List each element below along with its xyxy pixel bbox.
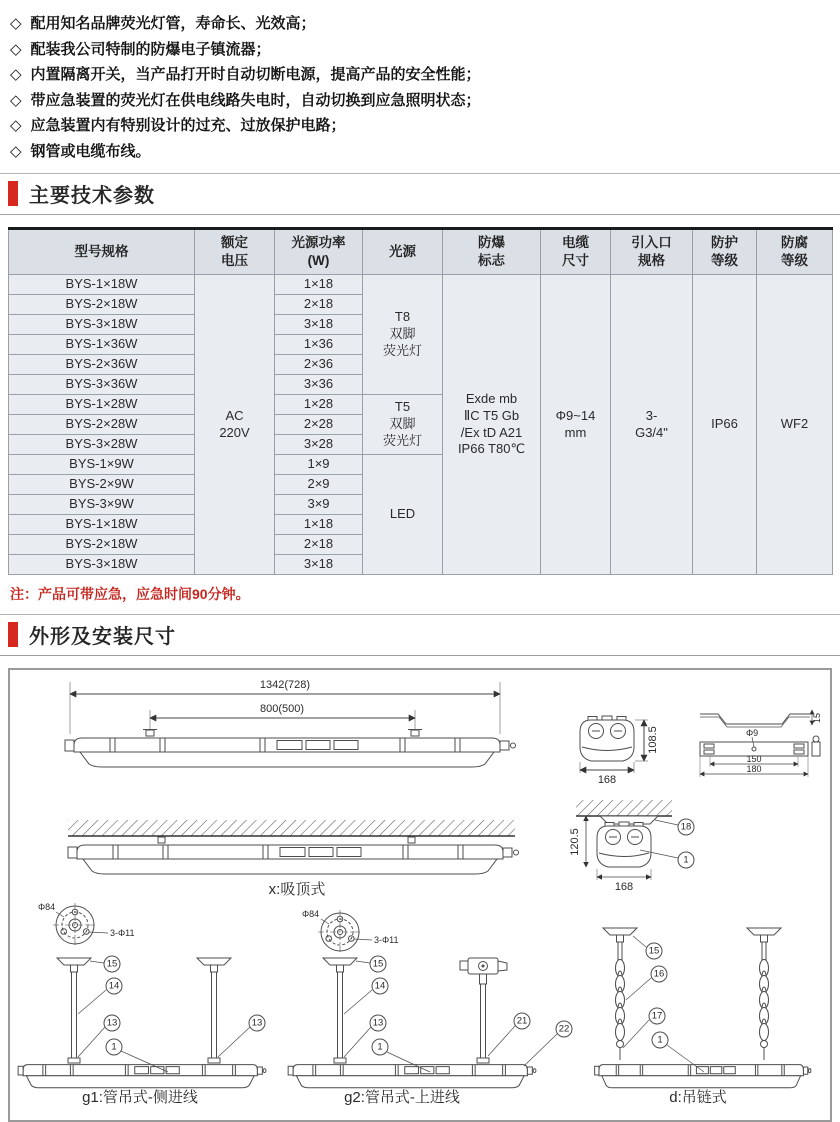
- callout-number: 1: [377, 1041, 383, 1053]
- callout-number: 18: [680, 821, 692, 833]
- power-cell: 3×28: [275, 435, 363, 455]
- drawing-ceiling-mount: [68, 820, 519, 898]
- flange-detail: [318, 910, 362, 954]
- feature-text: 配用知名品牌荧光灯管，寿命长、光效高；: [30, 15, 316, 32]
- power-cell: 1×28: [275, 395, 363, 415]
- feature-text: 应急装置内有特别设计的过充、过放保护电路；: [30, 117, 346, 134]
- feature-item: [10, 113, 830, 139]
- dim-bracket-hole: Φ9: [746, 728, 759, 738]
- header-inlet: 引入口 规格: [611, 229, 693, 275]
- source-cell-t5: T5 双脚 荧光灯: [363, 395, 443, 455]
- dim-overall-length: 1342(728): [259, 679, 311, 691]
- caption-ceiling-type: x:吸顶式: [268, 881, 326, 898]
- section-header-tech-params: [0, 173, 840, 215]
- ex-mark-cell: Exde mb ⅡC T5 Gb /Ex tD A21 IP66 T80℃: [443, 275, 541, 575]
- feature-item: [10, 62, 830, 88]
- dim-flange-dia: Φ84: [38, 902, 56, 912]
- ceiling-canopy: [323, 958, 357, 972]
- lamp-end-view: [580, 716, 634, 761]
- callout-number: 16: [653, 968, 665, 980]
- model-cell: BYS-1×28W: [9, 395, 195, 415]
- dim-bracket-inner: 150: [746, 754, 762, 764]
- pendant-pipe: [481, 984, 486, 1058]
- callout-number: 13: [106, 1017, 118, 1029]
- inlet-cell: 3- G3/4": [611, 275, 693, 575]
- power-cell: 1×9: [275, 455, 363, 475]
- header-power: 光源功率 (W): [275, 229, 363, 275]
- suspension-chain: [616, 942, 625, 1060]
- model-cell: BYS-1×18W: [9, 275, 195, 295]
- ceiling-canopy: [603, 928, 637, 942]
- suspension-chain: [760, 942, 769, 1060]
- drawing-g2-pipe-pendant-top: [288, 909, 572, 1106]
- model-cell: BYS-2×28W: [9, 415, 195, 435]
- drawing-ceiling-end-view: [569, 800, 694, 893]
- lamp-body: [18, 1065, 266, 1088]
- header-corrosion: 防腐 等级: [757, 229, 833, 275]
- model-cell: BYS-1×9W: [9, 455, 195, 475]
- header-voltage: 额定 电压: [195, 229, 275, 275]
- power-cell: 3×18: [275, 315, 363, 335]
- model-cell: BYS-2×36W: [9, 355, 195, 375]
- ceiling-canopy: [197, 958, 231, 972]
- callout-number: 14: [374, 980, 386, 992]
- model-cell: BYS-1×18W: [9, 515, 195, 535]
- diamond-bullet-icon: ◇: [10, 15, 22, 32]
- feature-list: [0, 0, 840, 166]
- spec-table: [8, 227, 833, 575]
- drawing-g1-pipe-pendant-side: [18, 902, 266, 1106]
- red-accent-bar: [8, 622, 18, 647]
- lamp-body: [68, 845, 519, 874]
- lamp-body: [288, 1065, 536, 1088]
- power-cell: 3×9: [275, 495, 363, 515]
- power-cell: 2×28: [275, 415, 363, 435]
- pendant-pipe: [72, 972, 77, 1058]
- ceiling-hatch: [576, 800, 672, 816]
- callout-number: 13: [251, 1017, 263, 1029]
- source-cell-led: LED: [363, 455, 443, 575]
- lamp-body: [65, 738, 516, 767]
- ceiling-canopy: [747, 928, 781, 942]
- callout-number: 1: [683, 854, 689, 866]
- caption-g1: g1:管吊式-侧进线: [82, 1089, 198, 1106]
- table-header-row: [9, 229, 833, 275]
- dim-flange-dia: Φ84: [302, 909, 320, 919]
- corrosion-cell: WF2: [757, 275, 833, 575]
- protection-cell: IP66: [693, 275, 757, 575]
- model-cell: BYS-1×36W: [9, 335, 195, 355]
- callout-number: 1: [111, 1041, 117, 1053]
- flange-detail: [53, 903, 97, 947]
- ceiling-canopy: [57, 958, 91, 972]
- power-cell: 1×18: [275, 515, 363, 535]
- callout-number: 17: [651, 1010, 663, 1022]
- section-title: 主要技术参数: [29, 185, 155, 207]
- lamp-body: [595, 1065, 811, 1088]
- model-cell: BYS-2×18W: [9, 535, 195, 555]
- header-ex-mark: 防爆 标志: [443, 229, 541, 275]
- dim-end-width: 168: [597, 774, 617, 786]
- drawing-d-chain-suspension: [595, 928, 811, 1106]
- pendant-pipe: [212, 972, 217, 1058]
- callout-number: 15: [648, 945, 660, 957]
- drawing-bracket-detail: [700, 710, 822, 777]
- model-cell: BYS-3×18W: [9, 555, 195, 575]
- section-header-dimensions: [0, 614, 840, 656]
- section-title: 外形及安装尺寸: [29, 626, 176, 648]
- model-cell: BYS-3×9W: [9, 495, 195, 515]
- diamond-bullet-icon: ◇: [10, 91, 22, 109]
- caption-g2: g2:管吊式-上进线: [344, 1089, 460, 1106]
- dim-flange-holes: 3-Φ11: [110, 928, 135, 938]
- feature-item: [10, 11, 830, 37]
- feature-text: 内置隔离开关，当产品打开时自动切断电源，提高产品的安全性能；: [30, 66, 481, 83]
- power-cell: 2×18: [275, 295, 363, 315]
- caption-d: d:吊链式: [669, 1089, 727, 1106]
- cable-cell: Φ9~14 mm: [541, 275, 611, 575]
- model-cell: BYS-2×18W: [9, 295, 195, 315]
- ceiling-hatch: [68, 820, 515, 836]
- dim-mount-distance: 800(500): [259, 703, 305, 715]
- model-cell: BYS-3×28W: [9, 435, 195, 455]
- callout-number: 13: [372, 1017, 384, 1029]
- header-protection: 防护 等级: [693, 229, 757, 275]
- dim-bracket-outer: 180: [746, 764, 762, 774]
- feature-text: 带应急装置的荧光灯在供电线路失电时，自动切换到应急照明状态；: [30, 91, 481, 109]
- diamond-bullet-icon: ◇: [10, 142, 22, 160]
- drawing-end-view: [580, 716, 659, 786]
- feature-text: 钢管或电缆布线。: [30, 142, 151, 160]
- junction-box: [460, 958, 507, 984]
- diamond-bullet-icon: ◇: [10, 66, 22, 83]
- dim-ceiling-width: 168: [614, 881, 634, 893]
- power-cell: 2×9: [275, 475, 363, 495]
- red-accent-bar: [8, 181, 18, 206]
- dimension-drawings-panel: [8, 668, 832, 1122]
- dim-flange-holes: 3-Φ11: [374, 935, 399, 945]
- feature-item: [10, 37, 830, 63]
- callout-number: 1: [657, 1034, 663, 1046]
- header-model: 型号规格: [9, 229, 195, 275]
- power-cell: 1×36: [275, 335, 363, 355]
- callout-number: 14: [108, 980, 120, 992]
- callout-number: 22: [558, 1023, 570, 1035]
- model-cell: BYS-3×18W: [9, 315, 195, 335]
- power-cell: 3×36: [275, 375, 363, 395]
- feature-text: 配装我公司特制的防爆电子镇流器；: [30, 40, 271, 58]
- dim-end-height: 108.5: [647, 726, 659, 754]
- diamond-bullet-icon: ◇: [10, 117, 22, 134]
- callout-number: 15: [372, 958, 384, 970]
- power-cell: 1×18: [275, 275, 363, 295]
- dim-ceiling-height: 120.5: [569, 828, 581, 856]
- header-cable: 电缆 尺寸: [541, 229, 611, 275]
- callout-number: 15: [106, 958, 118, 970]
- model-cell: BYS-3×36W: [9, 375, 195, 395]
- feature-item: [10, 139, 830, 165]
- source-cell-t8: T8 双脚 荧光灯: [363, 275, 443, 395]
- feature-item: [10, 88, 830, 114]
- diamond-bullet-icon: ◇: [10, 40, 22, 58]
- table-row: [9, 275, 833, 295]
- lamp-end-view: [597, 822, 651, 867]
- emergency-note: 注：产品可带应急，应急时间90分钟。: [10, 586, 250, 602]
- pendant-pipe: [338, 972, 343, 1058]
- dim-bracket-height: 15: [812, 712, 822, 724]
- technical-drawings: [10, 670, 830, 1116]
- model-cell: BYS-2×9W: [9, 475, 195, 495]
- drawing-side-view: [65, 679, 516, 767]
- power-cell: 2×18: [275, 535, 363, 555]
- header-source: 光源: [363, 229, 443, 275]
- power-cell: 2×36: [275, 355, 363, 375]
- power-cell: 3×18: [275, 555, 363, 575]
- mount-bracket: [143, 730, 422, 737]
- callout-number: 21: [516, 1015, 528, 1027]
- voltage-cell: AC 220V: [195, 275, 275, 575]
